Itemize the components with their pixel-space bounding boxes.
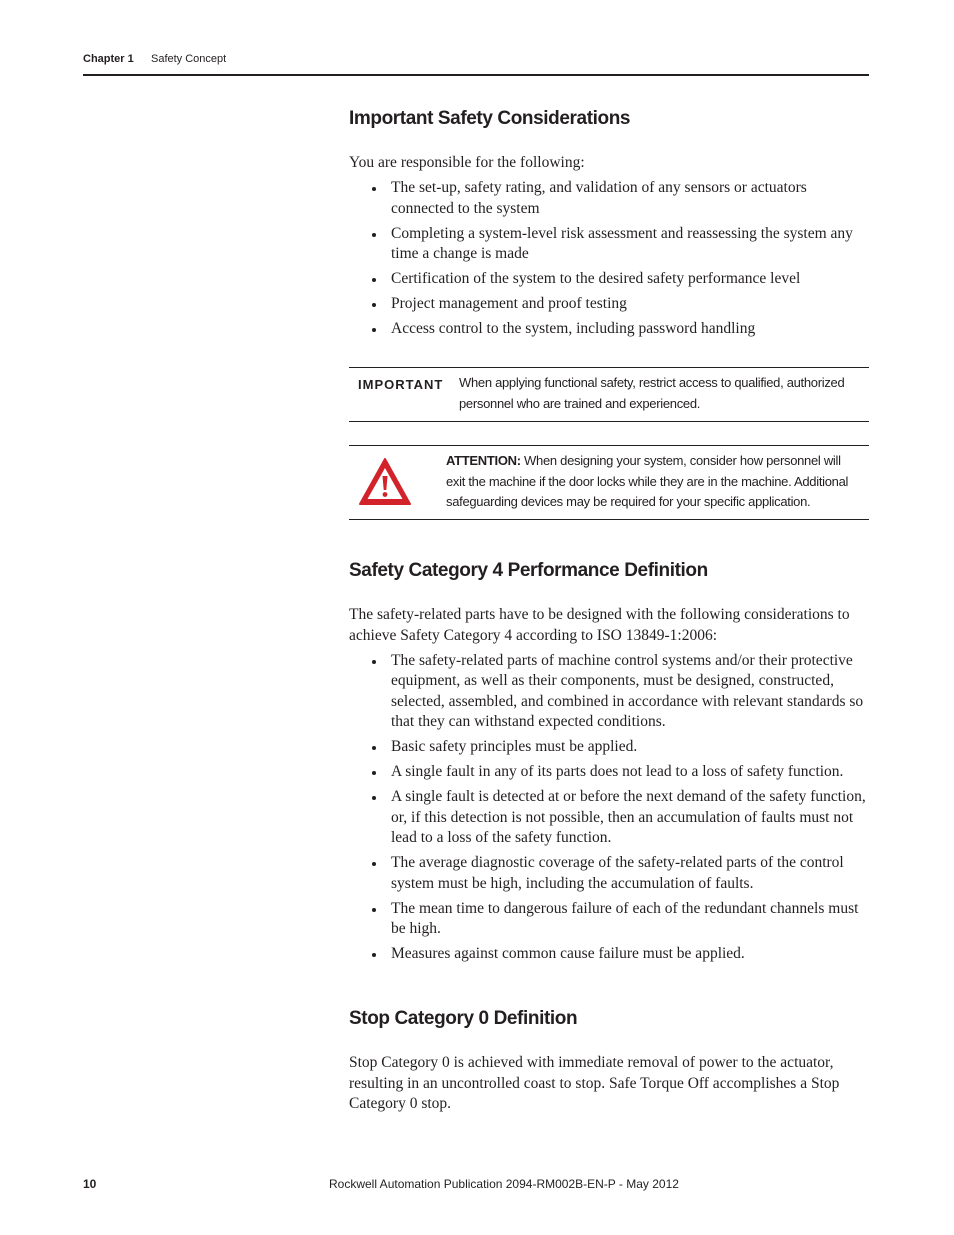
list-item: The safety-related parts of machine control systems and/or their protective equipment, as well as their components, must be designed, constructed, selected, assembled, and combined in accordance with relevant standards so that they can withstand expected conditions.	[349, 651, 869, 733]
bullet-icon	[372, 187, 376, 191]
chapter-label: Chapter 1	[83, 53, 134, 65]
bullet-icon	[372, 771, 376, 775]
attention-text: ATTENTION: When designing your system, consider how personnel will exit the machine if the door locks while they are in the machine. Additional safeguarding devices may be required for your specific application.	[446, 453, 849, 509]
bullet-icon	[372, 862, 376, 866]
important-text: When applying functional safety, restrict access to qualified, authorized personnel who are trained and experienced.	[459, 375, 845, 411]
warning-triangle-icon	[358, 457, 412, 507]
bullet-list	[349, 651, 869, 965]
list-item: Measures against common cause failure must be applied.	[349, 944, 869, 965]
bullet-list	[349, 178, 869, 340]
bullet-icon	[372, 233, 376, 237]
important-label: IMPORTANT	[358, 377, 444, 392]
bullet-icon	[372, 303, 376, 307]
bullet-icon	[372, 660, 376, 664]
bullet-icon	[372, 746, 376, 750]
list-item: Certification of the system to the desired safety performance level	[349, 269, 869, 290]
paragraph: The safety-related parts have to be designed with the following considerations to achieve Safety Category 4 according to ISO 13849-1:2006:	[349, 606, 850, 644]
list-item: Access control to the system, including password handling	[349, 319, 869, 340]
list-item: The average diagnostic coverage of the safety-related parts of the control system must be high, including the accumulation of faults.	[349, 853, 869, 894]
publication-footer: Rockwell Automation Publication 2094-RM002B-EN-P - May 2012	[329, 1177, 679, 1191]
bullet-icon	[372, 908, 376, 912]
paragraph: You are responsible for the following:	[349, 154, 585, 171]
list-item: A single fault is detected at or before the next demand of the safety function, or, if this detection is not possible, then an accumulation of faults must not lead to a loss of the safety function.	[349, 787, 869, 849]
header-rule	[83, 74, 869, 76]
list-item: A single fault in any of its parts does not lead to a loss of safety function.	[349, 762, 869, 783]
list-item: Basic safety principles must be applied.	[349, 737, 869, 758]
list-item: The mean time to dangerous failure of each of the redundant channels must be high.	[349, 899, 869, 940]
section-heading: Stop Category 0 Definition	[349, 1008, 578, 1029]
attention-callout	[349, 445, 869, 520]
section-heading: Safety Category 4 Performance Definition	[349, 560, 708, 581]
stop-category0-section	[349, 1007, 869, 1115]
bullet-icon	[372, 278, 376, 282]
list-item: The set-up, safety rating, and validation of any sensors or actuators connected to the system	[349, 178, 869, 219]
bullet-icon	[372, 328, 376, 332]
important-safety-section	[349, 107, 869, 344]
bullet-icon	[372, 796, 376, 800]
section-heading: Important Safety Considerations	[349, 108, 631, 129]
paragraph: Stop Category 0 is achieved with immediate removal of power to the actuator, resulting in an uncontrolled coast to stop. Safe Torque Off accomplishes a Stop Category 0 stop.	[349, 1054, 840, 1112]
bullet-icon	[372, 953, 376, 957]
list-item: Project management and proof testing	[349, 294, 869, 315]
page-number: 10	[83, 1177, 97, 1191]
running-header	[83, 53, 227, 65]
section-label: Safety Concept	[151, 53, 227, 65]
attention-label: ATTENTION:	[446, 453, 521, 468]
category4-section	[349, 559, 869, 969]
important-callout	[349, 367, 869, 422]
list-item: Completing a system-level risk assessment and reassessing the system any time a change is made	[349, 224, 869, 265]
